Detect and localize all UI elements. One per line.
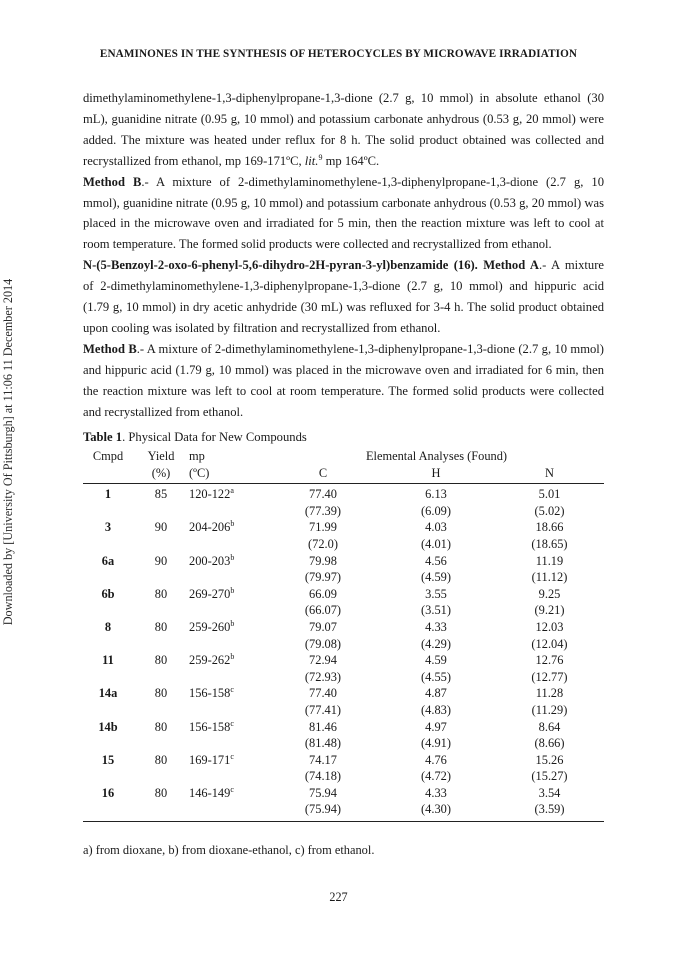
h-calc-cell: 4.03	[425, 520, 447, 535]
table-footnote: a) from dioxane, b) from dioxane-ethanol, c) from ethanol.	[83, 843, 375, 857]
c-calc-cell: 79.07	[309, 619, 337, 634]
yield-cell: 80	[154, 686, 168, 701]
body-text	[83, 88, 604, 423]
mp-value: 156-158	[189, 719, 231, 734]
mp-value: 204-206	[189, 520, 231, 535]
c-calc-cell: 75.94	[309, 785, 337, 800]
table-label: Table 1	[83, 430, 123, 444]
c-calc-cell: 77.40	[309, 686, 337, 701]
yield-cell: 80	[154, 653, 168, 668]
cmpd-cell: 14b	[98, 719, 118, 734]
c-calc-cell: 74.17	[309, 752, 337, 767]
n-calc-cell: 3.54	[538, 785, 561, 800]
c-found-cell: (79.08)	[304, 636, 342, 651]
yield-cell: 90	[154, 553, 168, 568]
n-calc-cell: 18.66	[535, 520, 564, 535]
header-h: H	[377, 465, 495, 484]
n-calc-cell: 15.26	[535, 752, 564, 767]
h-found-cell: (4.55)	[421, 669, 451, 684]
empty-cell	[83, 768, 133, 785]
mp-solvent-note: b	[230, 585, 235, 595]
h-found-cell: (4.30)	[377, 801, 495, 821]
table-header-row	[83, 465, 604, 484]
header-blank	[83, 465, 133, 484]
cmpd-cell: 1	[104, 487, 112, 502]
table-row-found	[83, 636, 604, 653]
empty-cell	[83, 735, 133, 752]
table-row-found	[83, 801, 604, 821]
mp-solvent-note: c	[230, 751, 234, 761]
h-found-cell: (4.59)	[421, 570, 451, 585]
empty-cell	[83, 536, 133, 553]
table-row-found	[83, 735, 604, 752]
table-row	[83, 586, 604, 603]
header-yield: Yield	[147, 449, 175, 463]
mp-solvent-note: b	[230, 618, 235, 628]
h-found-cell: (4.91)	[421, 736, 451, 751]
method-label: Method B	[83, 174, 142, 189]
h-found-cell: (4.83)	[421, 702, 451, 717]
header-elemental-analyses: Elemental Analyses (Found)	[365, 449, 508, 463]
mp-solvent-note: c	[230, 784, 234, 794]
c-found-cell: (77.41)	[304, 702, 342, 717]
h-calc-cell: 4.33	[425, 619, 447, 634]
h-calc-cell: 4.97	[425, 719, 447, 734]
empty-cell	[189, 669, 269, 686]
empty-cell	[189, 636, 269, 653]
table-row	[83, 785, 604, 802]
c-found-cell: (66.07)	[304, 603, 342, 618]
n-calc-cell: 12.03	[535, 619, 564, 634]
mp-value: 146-149	[189, 785, 231, 800]
cmpd-cell: 11	[102, 653, 114, 668]
mp-cell	[189, 586, 269, 603]
table-row	[83, 619, 604, 636]
mp-cell	[189, 685, 269, 702]
c-found-cell: (72.0)	[308, 536, 338, 551]
empty-cell	[189, 801, 269, 821]
table-row	[83, 519, 604, 536]
empty-cell	[133, 702, 189, 719]
n-calc-cell: 9.25	[538, 586, 561, 601]
mp-solvent-note: b	[230, 552, 235, 562]
empty-cell	[133, 602, 189, 619]
header-c: C	[269, 465, 377, 484]
mp-cell	[189, 553, 269, 570]
mp-value: 269-270	[189, 586, 231, 601]
lit-abbrev: lit.	[304, 153, 319, 168]
empty-cell	[189, 702, 269, 719]
table-caption	[83, 430, 307, 445]
n-calc-cell: 12.76	[535, 653, 564, 668]
empty-cell	[133, 636, 189, 653]
empty-cell	[133, 801, 189, 821]
header-n: N	[495, 465, 604, 484]
cmpd-cell: 14a	[98, 686, 118, 701]
mp-solvent-note: b	[230, 519, 235, 529]
n-found-cell: (8.66)	[534, 736, 565, 751]
mp-value: 259-260	[189, 619, 231, 634]
paragraph-method-a-end	[83, 88, 604, 172]
n-calc-cell: 5.01	[538, 487, 561, 502]
yield-cell: 85	[154, 487, 168, 502]
n-found-cell: (9.21)	[534, 603, 565, 618]
table-row	[83, 553, 604, 570]
table-header-row	[83, 448, 604, 465]
header-cmpd: Cmpd	[92, 449, 124, 463]
cmpd-cell: 6b	[101, 586, 115, 601]
h-found-cell: (4.01)	[421, 536, 451, 551]
paragraph-compound-16-method-b	[83, 339, 604, 423]
c-calc-cell: 66.09	[309, 586, 337, 601]
n-calc-cell: 11.19	[535, 553, 564, 568]
yield-cell: 80	[154, 719, 168, 734]
mp-value: 120-122	[189, 487, 231, 502]
c-found-cell: (81.48)	[304, 736, 342, 751]
c-calc-cell: 79.98	[309, 553, 337, 568]
cmpd-cell: 15	[101, 752, 115, 767]
h-found-cell: (4.72)	[421, 769, 451, 784]
n-found-cell: (11.29)	[531, 702, 568, 717]
empty-cell	[133, 536, 189, 553]
h-calc-cell: 3.55	[425, 586, 447, 601]
table-row-found	[83, 602, 604, 619]
empty-cell	[133, 735, 189, 752]
cmpd-cell: 3	[104, 520, 112, 535]
table-row-found	[83, 503, 604, 520]
empty-cell	[133, 503, 189, 520]
h-calc-cell: 4.87	[425, 686, 447, 701]
mp-value: 169-171	[189, 752, 231, 767]
empty-cell	[133, 768, 189, 785]
header-mp-unit: (ºC)	[189, 465, 269, 484]
paragraph-method-b	[83, 172, 604, 256]
paragraph-text: .- A mixture of 2-dimethylaminomethylene-1,3-diphenylpropane-1,3-dione (2.7 g, 10 mmol), guanidine nitrate (0.95 g, 10 mmol) and potassium carbonate anhydrous (0.53 g, 20 mmol) was placed in the microwave oven and irradiated for 5 min, then the reaction mixture was left to cool at room temperature. The formed solid products were collected and recrystallized from ethanol.	[83, 174, 604, 252]
n-found-cell: (12.77)	[531, 669, 568, 684]
reference-superscript: 9	[318, 152, 323, 162]
method-label: Method B	[83, 341, 137, 356]
empty-cell	[83, 503, 133, 520]
cmpd-cell: 8	[104, 619, 112, 634]
empty-cell	[189, 536, 269, 553]
n-found-cell: (15.27)	[531, 769, 568, 784]
mp-value: 200-203	[189, 553, 231, 568]
mp-cell	[189, 652, 269, 669]
empty-cell	[83, 569, 133, 586]
c-calc-cell: 81.46	[309, 719, 337, 734]
mp-cell	[189, 719, 269, 736]
cmpd-cell: 16	[101, 785, 115, 800]
empty-cell	[189, 735, 269, 752]
h-found-cell: (3.51)	[421, 603, 451, 618]
mp-solvent-note: c	[230, 685, 234, 695]
c-found-cell: (72.93)	[304, 669, 342, 684]
c-calc-cell: 72.94	[309, 653, 337, 668]
mp-value: 259-262	[189, 653, 231, 668]
yield-cell: 90	[154, 520, 168, 535]
n-found-cell: (3.59)	[495, 801, 604, 821]
physical-data-table	[83, 448, 604, 822]
c-found-cell: (79.97)	[304, 570, 342, 585]
n-found-cell: (5.02)	[534, 503, 565, 518]
h-found-cell: (4.29)	[421, 636, 451, 651]
h-calc-cell: 6.13	[425, 487, 447, 502]
table-row-found	[83, 669, 604, 686]
table-row-found	[83, 768, 604, 785]
table-body	[83, 484, 604, 822]
empty-cell	[189, 768, 269, 785]
c-found-cell: (77.39)	[304, 503, 342, 518]
c-calc-cell: 77.40	[309, 487, 337, 502]
empty-cell	[83, 669, 133, 686]
yield-cell: 80	[154, 752, 168, 767]
table-row-found	[83, 569, 604, 586]
n-calc-cell: 8.64	[538, 719, 561, 734]
mp-solvent-note: c	[230, 718, 234, 728]
header-yield-unit: (%)	[133, 465, 189, 484]
table-row-found	[83, 702, 604, 719]
paragraph-tail: mp 164ºC.	[322, 153, 380, 168]
empty-cell	[189, 503, 269, 520]
download-watermark: Downloaded by [University Of Pittsburgh] at 11:06 11 December 2014	[1, 278, 15, 626]
c-found-cell: (74.18)	[304, 769, 342, 784]
empty-cell	[83, 801, 133, 821]
empty-cell	[83, 702, 133, 719]
running-head: ENAMINONES IN THE SYNTHESIS OF HETEROCYCLES BY MICROWAVE IRRADIATION	[99, 48, 578, 60]
paragraph-text: .- A mixture of 2-dimethylaminomethylene-1,3-diphenylpropane-1,3-dione (2.7 g, 10 mmol) and hippuric acid (1.79 g, 10 mmol) was placed in the microwave oven and irradiated for 6 min, then the reaction mixture was left to cool at room temperature. The formed solid products were collected and recrystallized from ethanol.	[83, 341, 604, 419]
n-found-cell: (11.12)	[531, 570, 568, 585]
n-calc-cell: 11.28	[535, 686, 564, 701]
mp-value: 156-158	[189, 686, 231, 701]
compound-heading: N-(5-Benzoyl-2-oxo-6-phenyl-5,6-dihydro-2H-pyran-3-yl)benzamide (16). Method A	[83, 258, 539, 273]
n-found-cell: (12.04)	[531, 636, 568, 651]
table-row	[83, 484, 604, 503]
paragraph-compound-16-method-a	[83, 255, 604, 339]
empty-cell	[83, 602, 133, 619]
table-row	[83, 752, 604, 769]
page-number: 227	[329, 890, 348, 904]
header-mp: mp	[189, 449, 205, 463]
h-calc-cell: 4.76	[425, 752, 447, 767]
table-row	[83, 652, 604, 669]
n-found-cell: (18.65)	[531, 536, 568, 551]
paragraph-text: dimethylaminomethylene-1,3-diphenylpropane-1,3-dione (2.7 g, 10 mmol) in absolute ethanol (30 mL), guanidine nitrate (0.95 g, 10 mmol) and potassium carbonate anhydrous (0.53 g, 20 mmol) were added. The mixture was heated under reflux for 8 h. The solid product obtained was collected and recrystallized from ethanol, mp 169-171ºC,	[83, 91, 604, 168]
yield-cell: 80	[154, 619, 168, 634]
mp-cell	[189, 484, 269, 503]
table-row	[83, 685, 604, 702]
table-caption-text: . Physical Data for New Compounds	[122, 430, 307, 444]
table-row-found	[83, 536, 604, 553]
h-found-cell: (6.09)	[421, 503, 451, 518]
mp-solvent-note: a	[230, 486, 234, 496]
paragraph-text: .- A mixture of 2-dimethylaminomethylene-1,3-diphenylpropane-1,3-dione (2.7 g, 10 mmol) and hippuric acid (1.79 g, 10 mmol) in dry acetic anhydride (30 mL) was refluxed for 3-4 h. The solid product obtained upon cooling was isolated by filtration and recrystallized from ethanol.	[83, 258, 604, 335]
h-calc-cell: 4.59	[425, 653, 447, 668]
yield-cell: 80	[154, 586, 168, 601]
h-calc-cell: 4.56	[425, 553, 447, 568]
mp-cell	[189, 519, 269, 536]
empty-cell	[133, 669, 189, 686]
mp-cell	[189, 619, 269, 636]
h-calc-cell: 4.33	[425, 785, 447, 800]
mp-cell	[189, 785, 269, 802]
yield-cell: 80	[154, 785, 168, 800]
mp-cell	[189, 752, 269, 769]
table-row	[83, 719, 604, 736]
empty-cell	[189, 602, 269, 619]
c-found-cell: (75.94)	[269, 801, 377, 821]
empty-cell	[133, 569, 189, 586]
c-calc-cell: 71.99	[309, 520, 337, 535]
mp-solvent-note: b	[230, 652, 235, 661]
cmpd-cell: 6a	[101, 553, 115, 568]
empty-cell	[83, 636, 133, 653]
empty-cell	[189, 569, 269, 586]
